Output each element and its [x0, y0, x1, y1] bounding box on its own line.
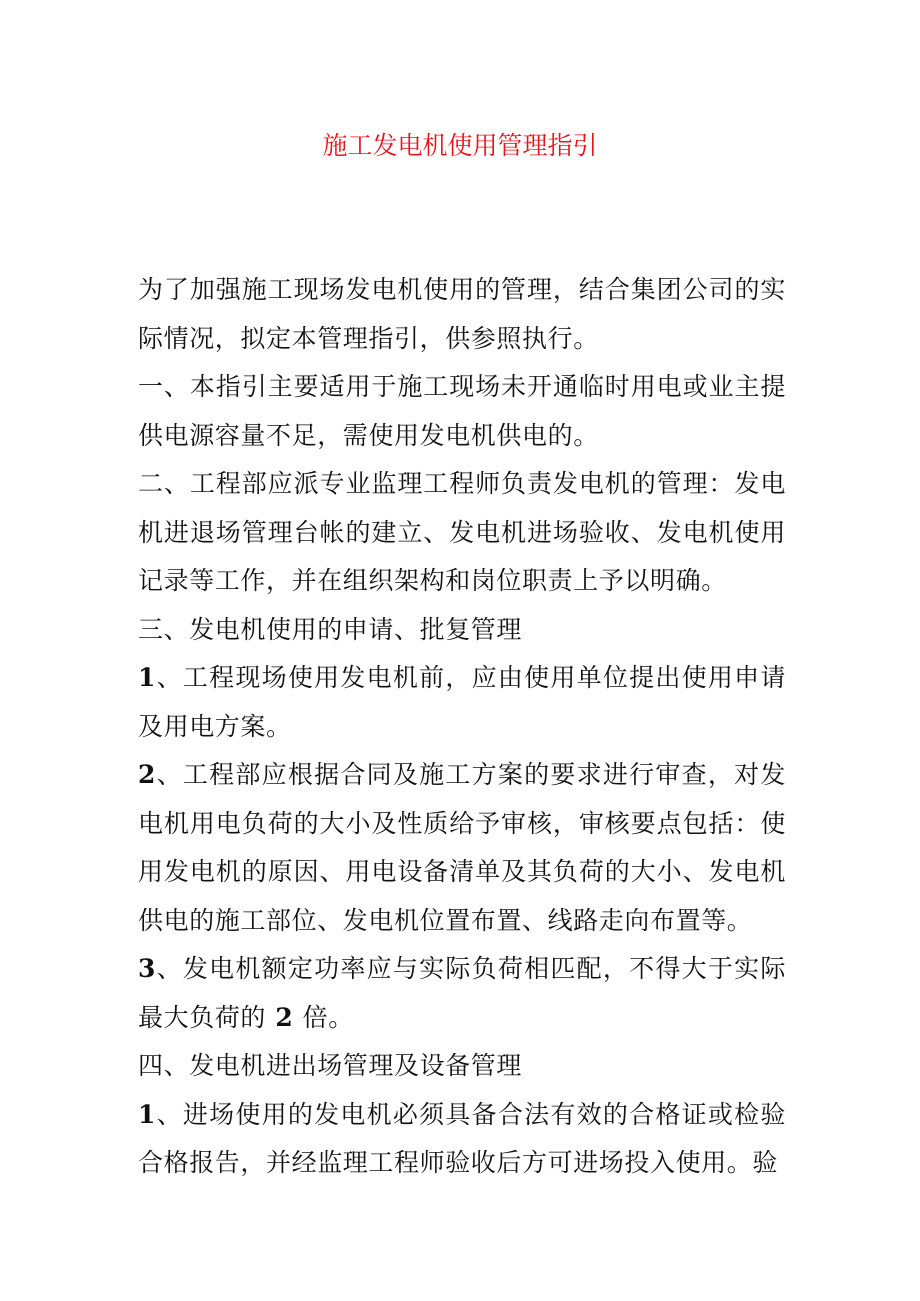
paragraph-text: 、进场使用的发电机必须具备合法有效的合格证或检验合格报告，并经监理工程师验收后方可进场投入使用。验	[138, 1099, 786, 1177]
item-number: 3	[138, 954, 156, 983]
paragraph-text: 一、本指引主要适用于施工现场未开通临时用电或业主提供电源容量不足，需使用发电机供电的。	[138, 372, 786, 450]
paragraph-item-4-1	[138, 1091, 786, 1188]
paragraph-text: 、工程现场使用发电机前，应由使用单位提出使用申请及用电方案。	[138, 663, 786, 741]
paragraph-intro	[138, 266, 786, 363]
paragraph-text: 、工程部应根据合同及施工方案的要求进行审查，对发电机用电负荷的大小及性质给予审核，审核要点包括：使用发电机的原因、用电设备清单及其负荷的大小、发电机供电的施工部位、发电机位置布置、线路走向布置等。	[138, 760, 786, 935]
item-number: 1	[138, 1099, 156, 1129]
document-title: 施工发电机使用管理指引	[322, 131, 598, 160]
paragraph-text: 四、发电机进出场管理及设备管理	[138, 1051, 523, 1080]
paragraph-text: 二、工程部应派专业监理工程师负责发电机的管理：发电机进退场管理台帐的建立、发电机进场验收、发电机使用记录等工作，并在组织架构和岗位职责上予以明确。	[138, 469, 786, 595]
paragraph-text: 为了加强施工现场发电机使用的管理，结合集团公司的实际情况，拟定本管理指引，供参照执行。	[138, 275, 786, 353]
paragraph-section-3-heading	[138, 606, 786, 655]
inline-number: 2	[266, 1002, 303, 1032]
paragraph-item-3-3	[138, 945, 786, 1042]
paragraph-section-1	[138, 363, 786, 460]
document-body	[138, 266, 786, 1188]
paragraph-text: 三、发电机使用的申请、批复管理	[138, 614, 523, 644]
paragraph-item-3-2	[138, 751, 786, 945]
paragraph-text-tail: 倍。	[302, 1002, 354, 1032]
paragraph-section-4-heading	[138, 1042, 786, 1091]
item-number: 1	[138, 663, 156, 692]
paragraph-section-2	[138, 460, 786, 606]
item-number: 2	[138, 760, 156, 789]
paragraph-text: 、发电机额定功率应与实际负荷相匹配，不得大于实际最大负荷的	[138, 954, 786, 1032]
paragraph-item-3-1	[138, 654, 786, 751]
